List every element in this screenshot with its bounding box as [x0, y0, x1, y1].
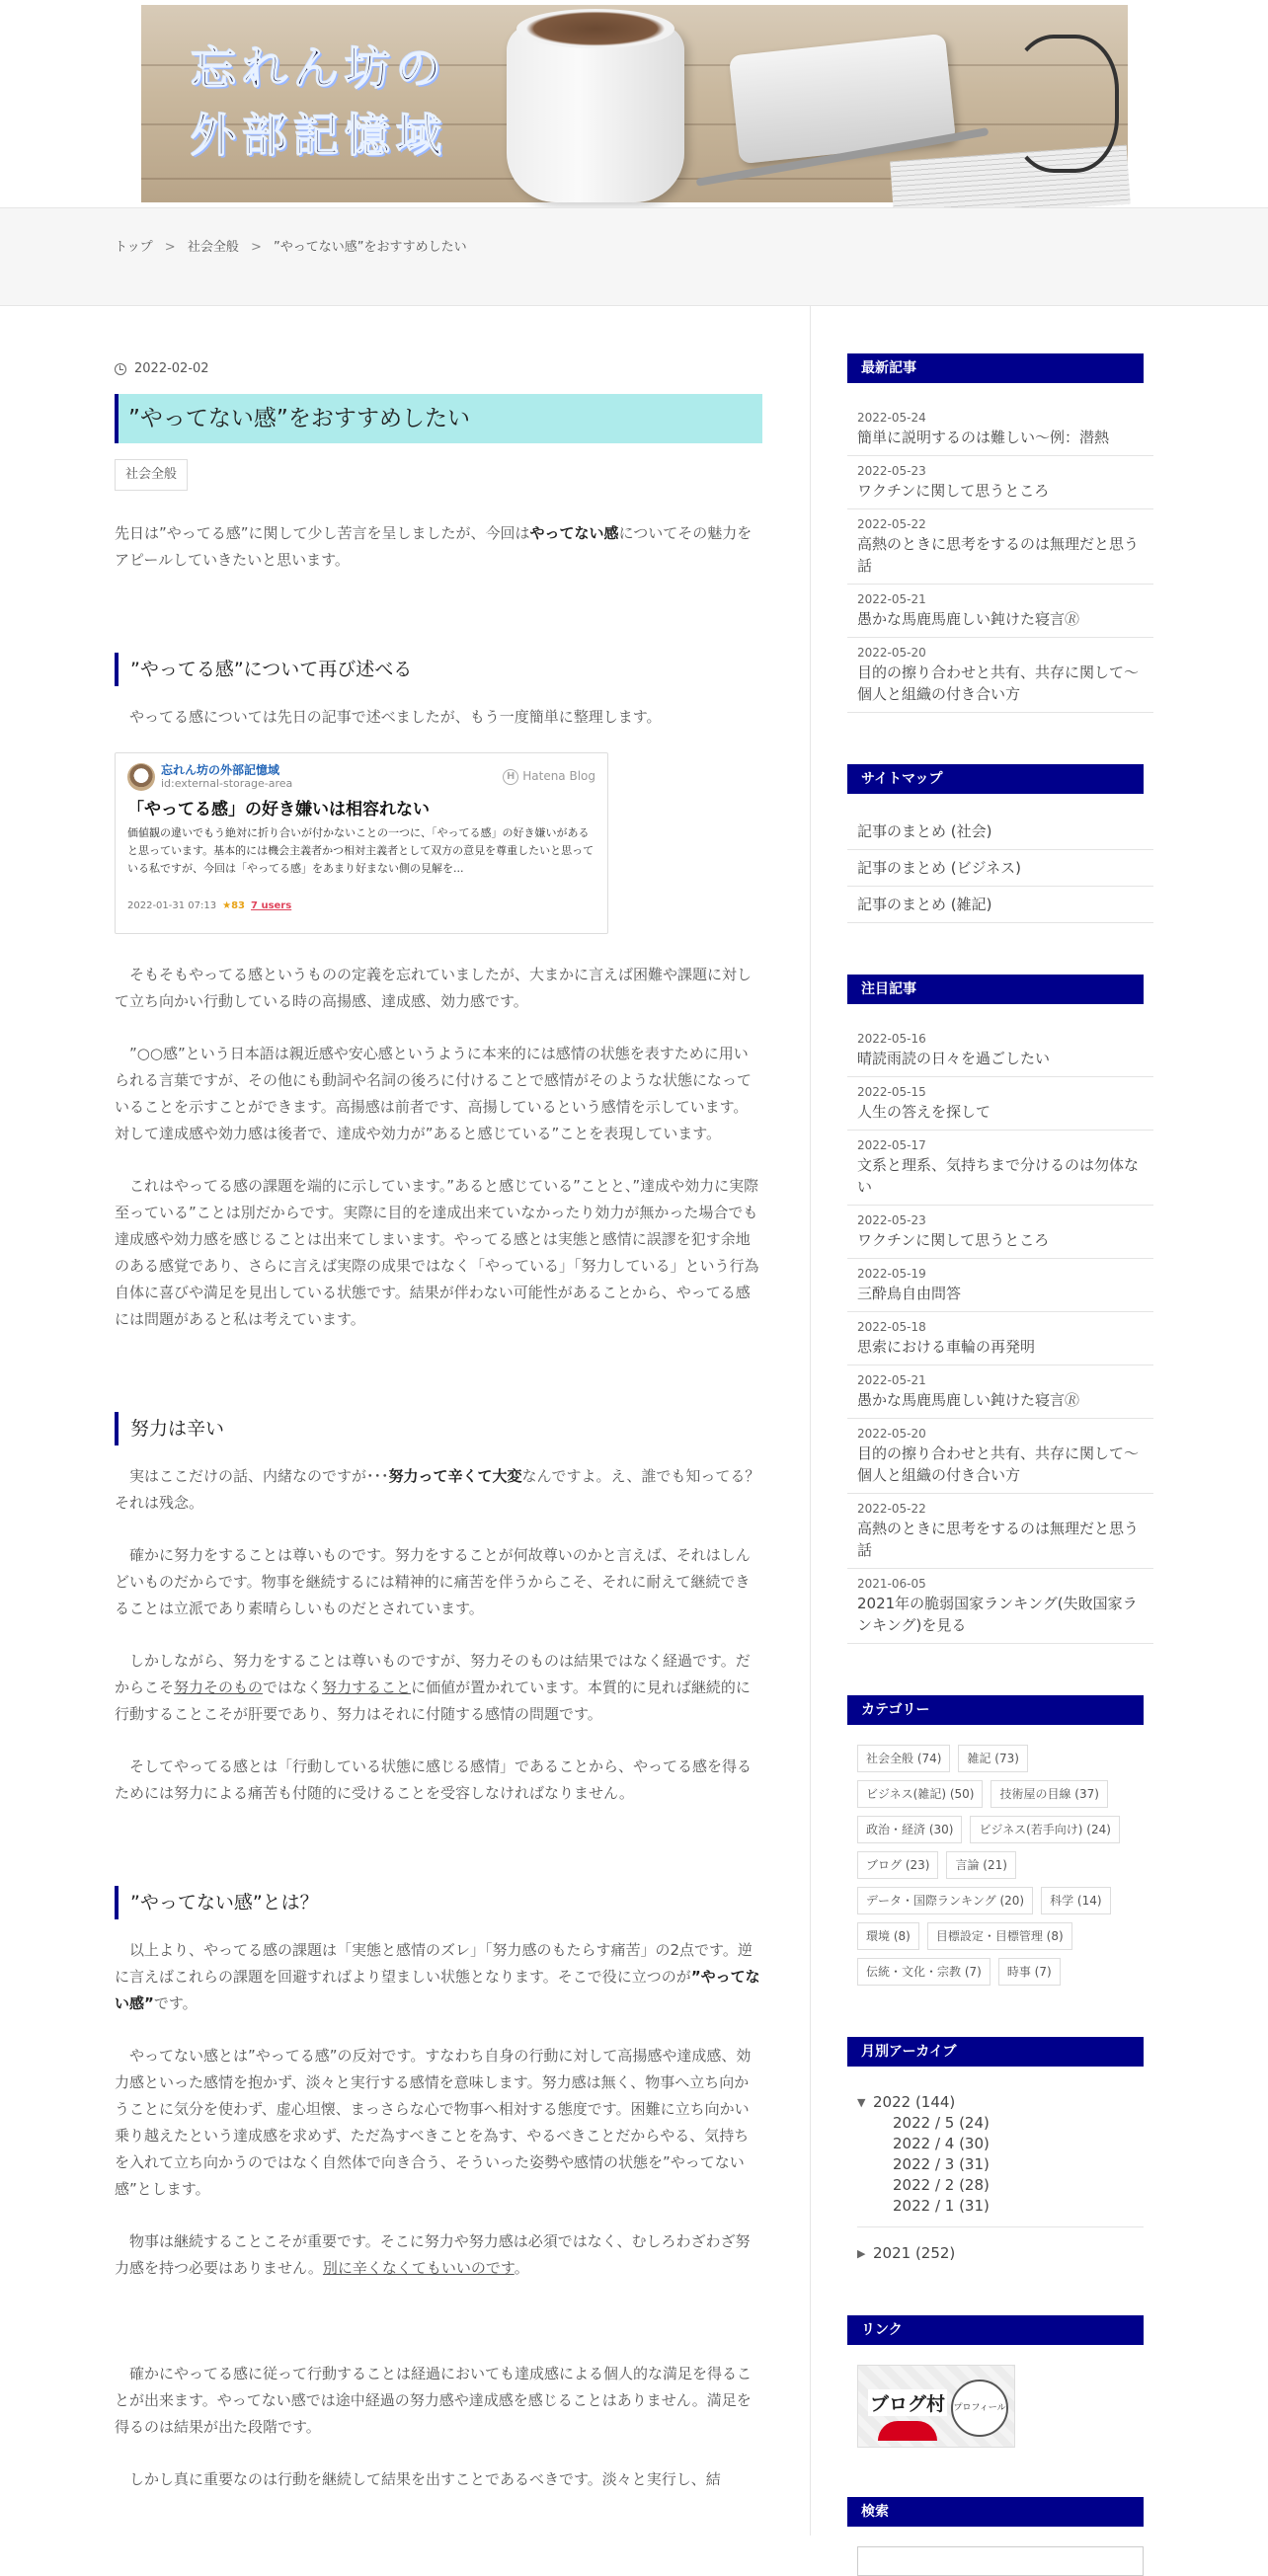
list-item[interactable] — [847, 1206, 1153, 1259]
list-item-title[interactable]: 晴読雨読の日々を過ごしたい — [857, 1050, 1051, 1067]
site-title-line1: 忘れん坊の — [191, 41, 447, 95]
search-widget — [847, 2497, 1153, 2576]
category-widget — [847, 1695, 1153, 1986]
list-item-date: 2022-05-15 — [857, 1085, 926, 1099]
breadcrumb-category[interactable]: 社会全般 — [187, 240, 239, 255]
breadcrumb-separator: > — [164, 240, 176, 255]
archive-month-link[interactable]: 2022 / 5 (24) — [893, 2114, 990, 2132]
paragraph: そもそもやってる感というものの定義を忘れていましたが、大まかに言えば困難や課題に対して立ち向かい行動している時の高揚感、達成感、効力感です。 — [115, 966, 753, 1010]
category-tag[interactable]: 科学 (14) — [1041, 1887, 1110, 1914]
recent-posts-widget — [847, 353, 1153, 713]
widget-title: リンク — [847, 2315, 1144, 2345]
coffee-mug-graphic — [507, 25, 684, 202]
hatena-blog-badge: H Hatena Blog — [503, 763, 595, 790]
blogmura-banner[interactable] — [857, 2365, 1015, 2448]
clock-icon — [115, 363, 126, 375]
list-item[interactable] — [847, 1259, 1153, 1312]
breadcrumb — [115, 236, 467, 255]
list-item-date: 2022-05-20 — [857, 1427, 926, 1441]
list-item[interactable] — [847, 585, 1153, 638]
paragraph: 確かにやってる感に従って行動することは経過においても達成感による個人的な満足を得ることが出来ます。やってない感では途中経過の努力感や達成感を感じることはありません。満足を得るのは結果が出た段階です。 — [115, 2365, 753, 2436]
list-item-title[interactable]: ワクチンに関して思うところ — [857, 482, 1050, 500]
list-item[interactable] — [847, 1077, 1153, 1131]
category-tag[interactable]: 政治・経済 (30) — [857, 1816, 962, 1843]
list-item-date: 2022-05-19 — [857, 1267, 926, 1281]
section-heading-2: 努力は辛い — [115, 1412, 762, 1445]
widget-title: 検索 — [847, 2497, 1144, 2527]
bookmark-users-link[interactable]: 7 users — [251, 900, 292, 911]
list-item-title[interactable]: 目的の擦り合わせと共有、共存に関して～個人と組織の付き合い方 — [857, 664, 1140, 703]
link-widget — [847, 2315, 1153, 2448]
category-tag[interactable]: ビジネス(若手向け) (24) — [970, 1816, 1119, 1843]
star-count: ★83 — [222, 900, 246, 911]
embed-blog-id: id:external-storage-area — [161, 777, 293, 790]
collapse-triangle-icon[interactable]: ▶ — [857, 2247, 866, 2260]
list-item[interactable] — [847, 1569, 1153, 1644]
widget-title: カテゴリー — [847, 1695, 1144, 1725]
paragraph: しかし真に重要なのは行動を継続して結果を出すことであるべきです。淡々と実行し、結 — [129, 2470, 721, 2488]
list-item-date: 2022-05-22 — [857, 1502, 926, 1516]
site-title-line2: 外部記憶域 — [191, 109, 447, 162]
article — [115, 355, 762, 2493]
banner-text: ブログ村 — [868, 2389, 947, 2416]
paragraph: 物事は継続することこそが重要です。そこに努力や努力感は必須ではなく、むしろわざわざ努力感を持つ必要はありません。別に辛くなくてもいいのです。 — [115, 2232, 751, 2277]
embed-date: 2022-01-31 07:13 — [127, 900, 217, 911]
category-tag[interactable]: 雑記 (73) — [958, 1745, 1027, 1772]
breadcrumb-band — [0, 207, 1268, 306]
hatena-logo-icon: H — [503, 769, 518, 785]
featured-posts-widget — [847, 975, 1153, 1644]
widget-title: 最新記事 — [847, 353, 1144, 383]
list-item-title[interactable]: 人生の答えを探して — [857, 1103, 991, 1121]
list-item-date: 2022-05-17 — [857, 1138, 926, 1152]
list-item-date: 2022-05-23 — [857, 1213, 926, 1227]
archive-month-link[interactable]: 2022 / 4 (30) — [893, 2135, 990, 2152]
blog-card-embed[interactable] — [115, 752, 608, 934]
category-tag[interactable]: ブログ (23) — [857, 1851, 938, 1879]
category-tag[interactable]: 環境 (8) — [857, 1922, 919, 1950]
list-item-title[interactable]: 高熱のときに思考をするのは無理だと思う話 — [857, 535, 1140, 575]
sitemap-link[interactable]: 記事のまとめ (ビジネス) — [847, 850, 1153, 887]
embed-meta — [127, 893, 291, 919]
category-tag[interactable]: 目標設定・目標管理 (8) — [927, 1922, 1072, 1950]
widget-title: 月別アーカイブ — [847, 2037, 1144, 2067]
post-date — [115, 355, 762, 382]
widget-title: サイトマップ — [847, 764, 1144, 794]
intro-paragraph: 先日は”やってる感”に関して少し苦言を呈しましたが、今回はやってない感についてその魅力をアピールしていきたいと思います。 — [115, 524, 753, 569]
list-item-date: 2022-05-16 — [857, 1032, 926, 1046]
paragraph: 実はここだけの話、内緒なのですが･･･努力って辛くて大変なんですよ。え、誰でも知ってる？それは残念。 — [115, 1467, 760, 1512]
list-item[interactable] — [847, 1024, 1153, 1077]
list-item-title[interactable]: 愚かな馬鹿馬鹿しい鈍けた寝言🄬 — [857, 1391, 1080, 1409]
archive-month-link[interactable]: 2022 / 3 (31) — [893, 2155, 990, 2173]
category-tag[interactable]: ビジネス(雑記) (50) — [857, 1780, 983, 1808]
list-item-date: 2022-05-21 — [857, 592, 926, 606]
list-item-title[interactable]: 愚かな馬鹿馬鹿しい鈍けた寝言🄬 — [857, 610, 1080, 628]
paragraph: しかしながら、努力をすることは尊いものですが、努力そのものは結果ではなく経過です。だからこそ努力そのものではなく努力することに価値が置かれています。本質的に見れば継続的に行動することこそが肝要であり、努力はそれに付随する感情の問題です。 — [115, 1652, 751, 1723]
category-tag[interactable]: 技術屋の目線 (37) — [991, 1780, 1107, 1808]
paragraph: 確かに努力をすることは尊いものです。努力をすることが何故尊いのかと言えば、それはしんどいものだからです。物事を継続するには精神的に痛苦を伴うからこそ、それに耐えて継続できることは立派であり素晴らしいものだとされています。 — [115, 1546, 751, 1617]
blog-avatar-icon — [127, 763, 155, 791]
list-item-date: 2022-05-22 — [857, 517, 926, 531]
list-item[interactable] — [847, 1494, 1153, 1569]
paragraph: そしてやってる感とは「行動している状態に感じる感情」であることから、やってる感を得るためには努力による痛苦も付随的に受けることを受容しなければなりません。 — [115, 1757, 753, 1802]
category-tag[interactable]: 時事 (7) — [998, 1958, 1061, 1986]
list-item[interactable] — [847, 1366, 1153, 1419]
banner-profile: プロフィール — [951, 2380, 1008, 2437]
archive-list — [847, 2092, 1153, 2264]
embed-excerpt: 価値観の違いでもう絶対に折り合いが付かないことの一つに、「やってる感」の好き嫌いがあると思っています。基本的には機会主義者かつ相対主義者として双方の意見を尊重したいと思っている私ですが、今回は「やってる感」をあまり好まない側の見解を... — [127, 826, 594, 875]
paragraph: これはやってる感の課題を端的に示しています。”あると感じている”ことと、”達成や効力に実際至っている”ことは別だからです。実際に目的を達成出来ていなかったり効力が無かった場合でも達成感や効力感を感じることは出来てしまいます。やってる感とは実態と感情に誤謬を犯す余地のある感覚であり、さらに言えば実際の成果ではなく「やっている」「努力している」という行為自体に喜びや満足を見出している状態です。結果が伴わない可能性があることから、やってる感には問題があると私は考えています。 — [115, 1177, 759, 1328]
list-item[interactable] — [847, 1312, 1153, 1366]
post-title: ”やってない感”をおすすめしたい — [115, 394, 762, 443]
list-item[interactable] — [847, 456, 1153, 509]
widget-title: 注目記事 — [847, 975, 1144, 1004]
breadcrumb-current: ”やってない感”をおすすめしたい — [274, 240, 467, 255]
list-item-title[interactable]: 高熱のときに思考をするのは無理だと思う話 — [857, 1520, 1140, 1559]
list-item-title[interactable]: 文系と理系、気持ちまで分けるのは勿体ない — [857, 1156, 1140, 1196]
breadcrumb-home[interactable]: トップ — [115, 240, 153, 255]
paragraph: ”○○感”という日本語は親近感や安心感というように本来的には感情の状態を表すために用いられる言葉ですが、その他にも動詞や名詞の後ろに付けることで感情がそのような状態になっていることを示すことができます。高揚感は前者です、高揚しているという感情を示しています。対して達成感や効力感は後者で、達成や効力が”あると感じている”ことを表現しています。 — [115, 1045, 753, 1142]
glasses-graphic — [1010, 35, 1119, 173]
archive-month-link[interactable]: 2022 / 2 (28) — [893, 2176, 990, 2194]
list-item-date: 2022-05-21 — [857, 1373, 926, 1387]
embed-title[interactable]: 「やってる感」の好き嫌いは相容れない — [127, 800, 430, 820]
list-item-date: 2022-05-18 — [857, 1320, 926, 1334]
paragraph: 以上より、やってる感の課題は「実態と感情のズレ」「努力感のもたらす痛苦」の2点です。逆に言えばこれらの課題を回避すればより望ましい状態となります。そこで役に立つのが”やってない感”です。 — [115, 1941, 760, 2012]
expand-triangle-icon[interactable]: ▼ — [857, 2096, 866, 2109]
list-item-title[interactable]: 三酔鳥自由問答 — [857, 1285, 962, 1302]
archive-widget — [847, 2037, 1153, 2264]
list-item-title[interactable]: 思索における車輪の再発明 — [857, 1338, 1036, 1356]
list-item[interactable] — [847, 509, 1153, 585]
search-input[interactable] — [857, 2546, 1144, 2576]
list-item-date: 2022-05-23 — [857, 464, 926, 478]
coffee-surface-graphic — [516, 9, 674, 48]
sidebar — [847, 353, 1153, 2576]
header-image[interactable] — [141, 5, 1128, 202]
list-item-title[interactable]: 目的の擦り合わせと共有、共存に関して～個人と組織の付き合い方 — [857, 1444, 1140, 1484]
list-item-date: 2022-05-20 — [857, 646, 926, 660]
post-date-text: 2022-02-02 — [134, 361, 209, 376]
sitemap-link[interactable]: 記事のまとめ (社会) — [847, 814, 1153, 850]
list-item-date: 2021-06-05 — [857, 1577, 926, 1591]
list-item-title[interactable]: 2021年の脆弱国家ランキング(失敗国家ランキング)を見る — [857, 1595, 1138, 1634]
section-heading-3: ”やってない感”とは？ — [115, 1886, 762, 1919]
paragraph: やってない感とは”やってる感”の反対です。すなわち自身の行動に対して高揚感や達成感、効力感といった感情を抱かず、淡々と実行する感情を意味します。努力感は無く、物事へ立ち向かうことに気分を使わず、虚心坦懐、まっさらな心で物事へ相対する態度です。困難に立ち向かい乗り越えたという達成感を求めず、ただ為すべきことを為す、やるべきことだからやる、気持ちを入れて立ち向かうのではなく自然体で向き合う、そういった姿勢や感情の状態を”やってない感”とします。 — [115, 2047, 752, 2198]
post-category-tag[interactable]: 社会全般 — [115, 459, 188, 491]
sitemap-widget — [847, 764, 1153, 923]
archive-year-2022[interactable]: ▼ 2022 (144) — [857, 2093, 956, 2111]
category-tag[interactable]: 言論 (21) — [946, 1851, 1015, 1879]
column-divider — [810, 306, 811, 2536]
list-item-date: 2022-05-24 — [857, 411, 926, 425]
section-heading-1: ”やってる感”について再び述べる — [115, 653, 762, 686]
breadcrumb-separator: > — [250, 240, 262, 255]
list-item[interactable] — [847, 1131, 1153, 1206]
archive-year-2021[interactable]: ▶ 2021 (252) — [857, 2244, 956, 2262]
list-item[interactable] — [847, 1419, 1153, 1494]
category-tag[interactable]: データ・国際ランキング (20) — [857, 1887, 1033, 1914]
site-title[interactable] — [191, 35, 447, 169]
category-tag[interactable]: 伝統・文化・宗教 (7) — [857, 1958, 991, 1986]
paragraph: やってる感については先日の記事で述べましたが、もう一度簡単に整理します。 — [129, 708, 662, 726]
list-item[interactable] — [847, 638, 1153, 713]
list-item[interactable] — [847, 403, 1153, 456]
archive-month-link[interactable]: 2022 / 1 (31) — [893, 2197, 990, 2215]
list-item-title[interactable]: 簡単に説明するのは難しい～例：潜熱 — [857, 429, 1110, 446]
category-tag[interactable]: 社会全般 (74) — [857, 1745, 950, 1772]
banner-red-shape — [878, 2421, 937, 2441]
sitemap-link[interactable]: 記事のまとめ (雑記) — [847, 887, 1153, 923]
list-item-title[interactable]: ワクチンに関して思うところ — [857, 1231, 1050, 1249]
embed-blog-name[interactable]: 忘れん坊の外部記憶域 — [161, 763, 280, 777]
